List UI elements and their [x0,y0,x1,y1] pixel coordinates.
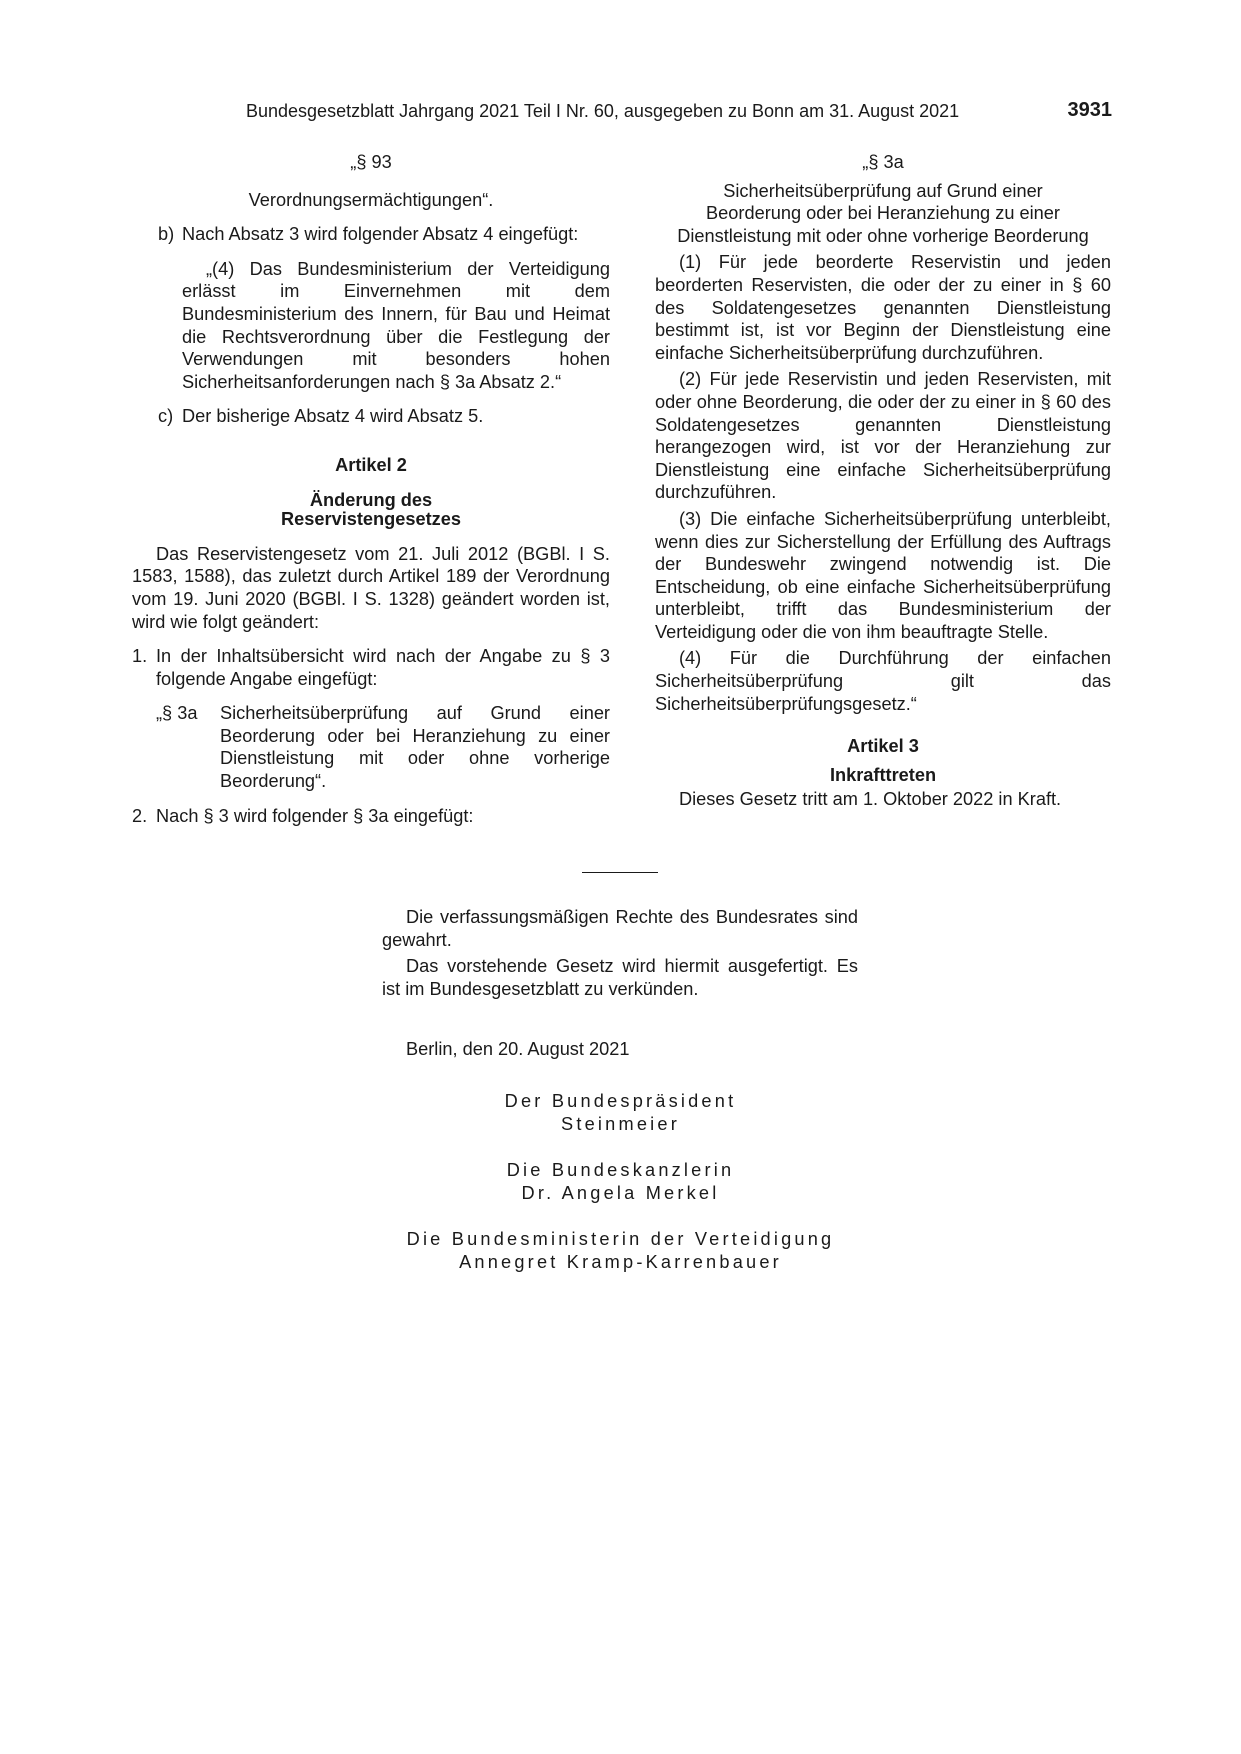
section-divider [582,872,658,873]
closing-block [382,906,858,1061]
paragraph-3: (3) Die einfache Sicherheitsüberprüfung unterbleibt, wenn dies zur Sicherstellung der Erfüllung des Auftrags der Bundeswehr zwingend notwendig ist. Die Entscheidung, ob eine einfache Sicherheitsüberprüfung unterbleibt, trifft das Bundesministerium der Verteidigung oder die von ihm beauftragte Stelle. [655,508,1111,642]
artikel2-heading: Artikel 2 [335,454,407,475]
sec93-title: Verordnungsermächtigungen“. [248,189,494,210]
item-b-text: Nach Absatz 3 wird folgender Absatz 4 eingefügt: [182,224,579,245]
item-2 [132,805,610,828]
paragraph-1: (1) Für jede beorderte Reservistin und jeden beorderten Reservisten, die oder der zu einer in § 60 des Soldatengesetzes genannten Dienstleistung bestimmt ist, ist vor Beginn der Dienstleistung eine einfache Sicherheitsüberprüfung durchzuführen. [655,252,1111,363]
signature-name: Annegret Kramp-Karrenbauer [459,1251,782,1272]
sec3a-title-line1: Sicherheitsüberprüfung auf Grund einer [723,180,1043,201]
right-column [655,151,1111,811]
sec3a-number: „§ 3a [862,152,904,172]
promulgation-text: Das vorstehende Gesetz wird hiermit ausgefertigt. Es ist im Bundesgesetzblatt zu verkünden. [382,956,858,999]
running-title: Bundesgesetzblatt Jahrgang 2021 Teil I Nr. 60, ausgegeben zu Bonn am 31. August 2021 [246,101,960,121]
toc-entry-label: „§ 3a [156,703,198,724]
item-2-label: 2. [132,805,148,826]
intro-paragraph: Das Reservistengesetz vom 21. Juli 2012 (BGBl. I S. 1583, 1588), das zuletzt durch Artikel 189 der Verordnung vom 19. Juni 2020 (BGBl. I S. 1328) geändert worden ist, wird wie folgt geändert: [132,543,610,632]
artikel3-title: Inkrafttreten [829,764,937,785]
signature-office: Die Bundesministerin der Verteidigung [406,1229,835,1249]
item-1 [132,645,610,690]
item-b-label: b) [158,224,175,245]
sec3a-title-line3: Dienstleistung mit oder ohne vorherige Beorderung [677,225,1089,246]
signature-minister [340,1228,901,1273]
artikel3-text: Dieses Gesetz tritt am 1. Oktober 2022 in Kraft. [679,789,1062,810]
paragraph-4: (4) Für die Durchführung der einfachen Sicherheitsüberprüfung gilt das Sicherheitsüberprüfungsgesetz.“ [655,648,1111,714]
artikel2-title-line1: Änderung des [309,489,433,510]
artikel3-heading: Artikel 3 [847,736,919,757]
signature-chancellor [340,1159,901,1204]
item-c-label: c) [158,406,174,427]
paragraph-2: (2) Für jede Reservistin und jeden Reservisten, mit oder ohne Beorderung, die oder der zu einer in § 60 des Soldatengesetzes genannten Dienstleistung herangezogen wird, ist vor der Heranziehung zur Dienstleistung eine einfache Sicherheitsüberprüfung durchzuführen. [655,369,1111,503]
sec3a-title-line2: Beorderung oder bei Heranziehung zu einer [706,203,1060,224]
rights-statement: Die verfassungsmäßigen Rechte des Bundesrates sind gewahrt. [382,907,858,950]
running-header [130,100,1112,126]
signature-name: Dr. Angela Merkel [521,1182,720,1203]
signature-name: Steinmeier [561,1113,680,1134]
item-1-text: In der Inhaltsübersicht wird nach der Angabe zu § 3 folgende Angabe eingefügt: [156,646,610,689]
signature-president [340,1090,901,1135]
item-c-text: Der bisherige Absatz 4 wird Absatz 5. [182,406,484,427]
place-date: Berlin, den 20. August 2021 [406,1039,630,1060]
left-column [132,151,610,827]
toc-entry [132,702,610,792]
signature-office: Die Bundeskanzlerin [506,1160,735,1180]
item-c [132,405,610,428]
item-b [132,223,610,246]
item-1-label: 1. [132,646,148,667]
signature-office: Der Bundespräsident [504,1091,737,1111]
artikel2-title-line2: Reservistengesetzes [281,509,461,530]
sec93-number: „§ 93 [350,152,392,172]
page-number: 3931 [1067,99,1112,121]
item-2-text: Nach § 3 wird folgender § 3a eingefügt: [156,805,474,826]
toc-entry-text: Sicherheitsüberprüfung auf Grund einer Beorderung oder bei Heranziehung zu einer Dienstleistung mit oder ohne vorherige Beorderung“. [220,703,610,792]
absatz4-quote: „(4) Das Bundesministerium der Verteidigung erlässt im Einvernehmen mit dem Bundesministerium des Innern, für Bau und Heimat die Rechtsverordnung über die Festlegung der Verwendungen mit besonders hohen Sicherheitsanforderungen nach § 3a Absatz 2.“ [182,258,610,392]
